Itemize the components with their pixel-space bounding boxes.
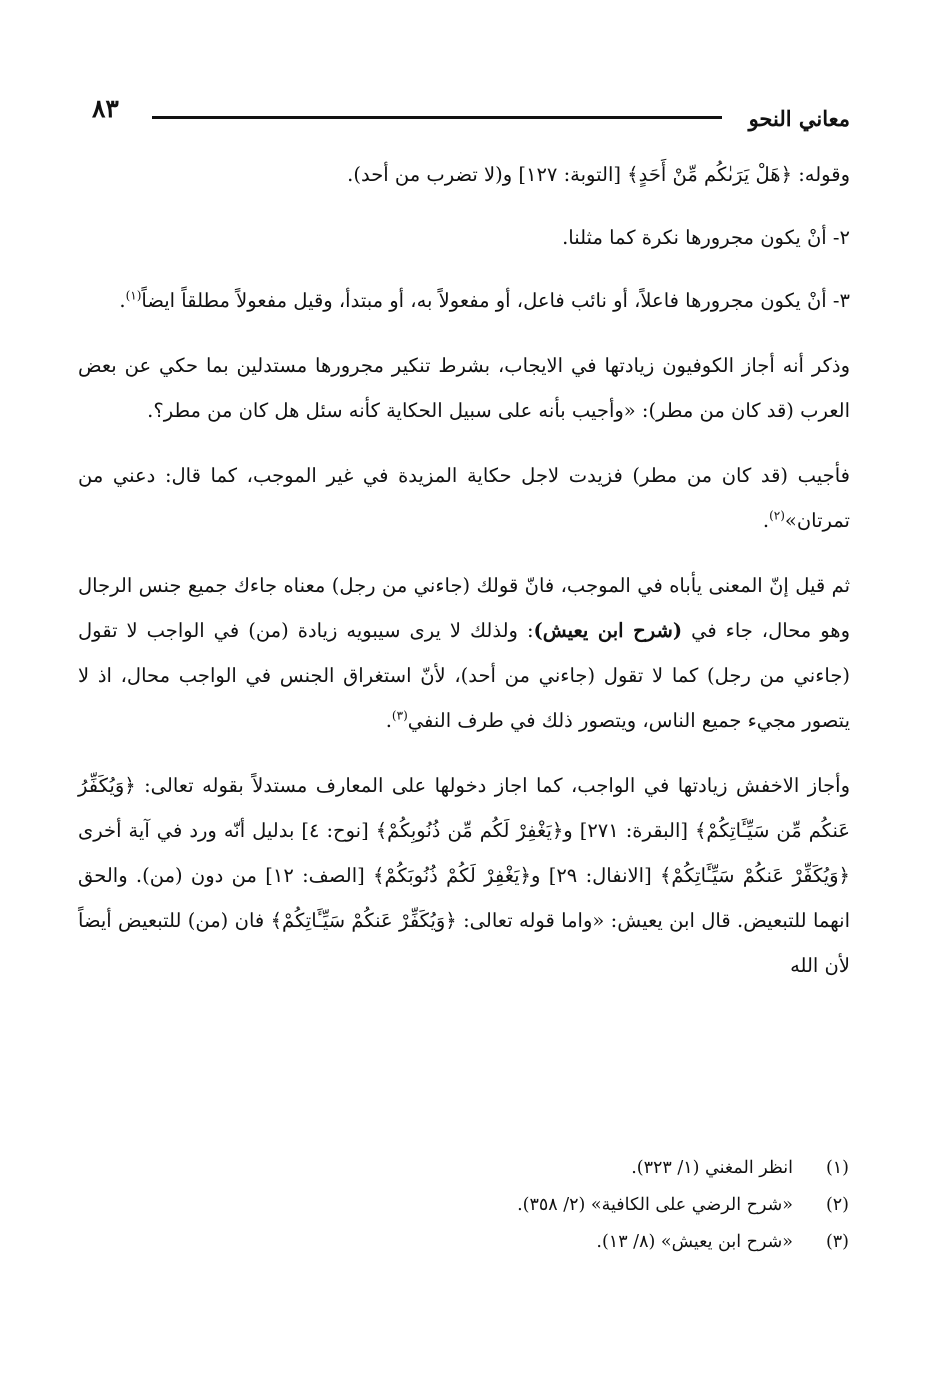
paragraph-tail: . (385, 709, 392, 732)
footnote-number: (٣) (825, 1232, 849, 1252)
paragraph-5 (78, 453, 850, 543)
paragraph-2 (78, 215, 850, 260)
footnote-text: «شرح ابن يعيش» (٨/ ١٣). (596, 1232, 793, 1252)
paragraph-text: ٢- أنْ يكون مجرورها نكرة كما مثلنا. (562, 226, 850, 249)
page-number: ٨٣ (92, 94, 119, 123)
footnote (149, 1187, 849, 1224)
paragraph-text: وأجاز الاخفش زيادتها في الواجب، كما اجاز دخولها على المعارف مستدلاً بقوله تعالى: ﴿وَيُكَفِّرُ عَنكُم مِّن سَيِّـَٔاتِكُمْ﴾ [البقرة: ٢٧١] و﴿يَغْفِرْ لَكُم مِّن ذُنُوبِكُمْ﴾ [نوح: ٤] بدليل أنّه ورد في آية أخرى ﴿وَيُكَفِّرْ عَنكُمْ سَيِّـَٔاتِكُمْ﴾ [الانفال: ٢٩] و﴿يَغْفِرْ لَكُمْ ذُنُوبَكُمْ﴾ [الصف: ١٢] من دون (من). والحق انهما للتبعيض. قال ابن يعيش: «واما قوله تعالى: ﴿وَيُكَفِّرْ عَنكُمْ سَيِّـَٔاتِكُمْ﴾ فان (من) للتبعيض أيضاً لأن الله (78, 774, 850, 977)
footnote-number: (٢) (825, 1195, 849, 1215)
paragraph-4 (78, 343, 850, 433)
footnote-text: «شرح الرضي على الكافية» (٢/ ٣٥٨). (517, 1195, 793, 1215)
paragraph-tail: . (762, 509, 770, 532)
paragraph-6 (78, 563, 850, 743)
paragraph-text: ثم قيل إنّ المعنى يأباه في الموجب، فانّ قولك (جاءني من رجل) معناه جاءك جميع جنس الرجال وهو محال، جاء في (78, 574, 851, 642)
paragraph-7 (78, 763, 850, 988)
header-rule (152, 116, 722, 119)
footnote-ref: (٣) (391, 708, 408, 723)
bold-reference: (شرح ابن يعيش) (533, 619, 683, 642)
footnote-text: انظر المغني (١/ ٣٢٣). (631, 1158, 793, 1178)
paragraph-text: فأجيب (قد كان من مطر) فزيدت لاجل حكاية المزيدة في غير الموجب، كما قال: دعني من تمرتان» (78, 464, 850, 532)
running-header (82, 94, 850, 138)
paragraph-3 (78, 278, 850, 323)
paragraph-tail: . (119, 289, 126, 312)
footnote-ref: (١) (125, 288, 142, 303)
paragraph-text: وذكر أنه أجاز الكوفيون زيادتها في الايجاب، بشرط تنكير مجرورها مستدلين بما حكي عن بعض العرب (قد كان من مطر): «وأجيب بأنه على سبيل الحكاية كأنه سئل هل كان من مطر؟. (78, 354, 850, 422)
footnote-ref: (٢) (769, 508, 785, 523)
paragraph-text: : ولذلك لا يرى سيبويه زيادة (من) في الواجب لا تقول (جاءني من رجل) كما لا تقول (جاءني من أحد)، لأنّ استغراق الجنس في الواجب محال، اذ لا يتصور مجيء جميع الناس، ويتصور ذلك في طرف النفي (78, 619, 850, 732)
footnote (149, 1224, 849, 1261)
paragraph-text: ٣- أنْ يكون مجرورها فاعلاً، أو نائب فاعل، أو مفعولاً به، أو مبتدأ، وقيل مفعولاً مطلقاً ايضاً (141, 289, 850, 312)
body-text (78, 152, 850, 1008)
footnote (149, 1150, 849, 1187)
paragraph-text: وقوله: ﴿هَلْ يَرَىٰكُم مِّنْ أَحَدٍ﴾ [التوبة: ١٢٧] و(لا تضرب من أحد). (347, 163, 850, 186)
running-title: معاني النحو (748, 106, 850, 131)
footnotes (149, 1150, 849, 1261)
paragraph-1 (78, 152, 850, 197)
footnote-number: (١) (825, 1158, 849, 1178)
